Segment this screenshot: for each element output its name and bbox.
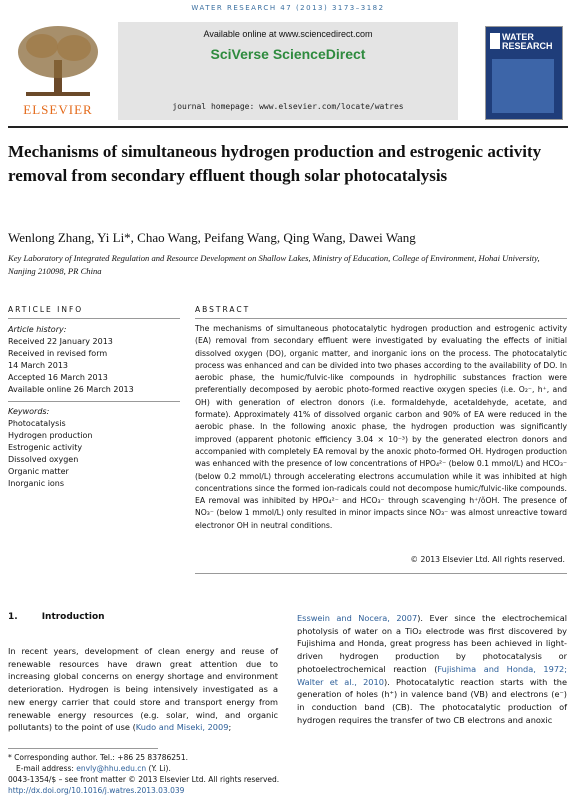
history-item: 14 March 2013: [8, 361, 69, 370]
abstract-end-divider: [195, 573, 567, 574]
footnotes: [8, 752, 408, 796]
journal-banner: [8, 22, 568, 120]
keyword-item: Hydrogen production: [8, 431, 93, 440]
iwa-logo-icon: [490, 33, 500, 49]
abstract-heading: ABSTRACT: [195, 305, 251, 314]
journal-citation: WATER RESEARCH 47 (2013) 3173–3182: [191, 4, 385, 12]
keywords: [8, 406, 178, 490]
history-item: Received 22 January 2013: [8, 337, 113, 346]
article-info-divider: [8, 318, 180, 319]
keyword-item: Inorganic ions: [8, 479, 65, 488]
sciencedirect-banner: [118, 22, 458, 120]
corresponding-author: * Corresponding author. Tel.: +86 25 83786251.: [8, 753, 188, 762]
issn-line: 0043-1354/$ – see front matter © 2013 Elsevier Ltd. All rights reserved.: [8, 775, 280, 784]
keywords-label: Keywords:: [8, 407, 50, 416]
journal-cover: [485, 26, 563, 120]
history-divider: [8, 401, 180, 402]
elsevier-tree-icon: [8, 22, 108, 102]
history-item: Accepted 16 March 2013: [8, 373, 108, 382]
elsevier-logo: [8, 22, 108, 120]
citation-link[interactable]: Kudo and Miseki, 2009: [135, 722, 229, 733]
author-list: Wenlong Zhang, Yi Li*, Chao Wang, Peifang Wang, Qing Wang, Dawei Wang: [8, 230, 416, 245]
cover-image: [492, 59, 554, 113]
header-rule: [8, 126, 568, 128]
available-online-text[interactable]: Available online at www.sciencedirect.com: [203, 29, 373, 39]
email-link[interactable]: envly@hhu.edu.cn: [76, 764, 147, 773]
email-line: E-mail address: envly@hhu.edu.cn (Y. Li).: [16, 764, 171, 773]
abstract-divider: [195, 318, 567, 319]
doi-link[interactable]: http://dx.doi.org/10.1016/j.watres.2013.03.039: [8, 786, 185, 795]
keyword-item: Photocatalysis: [8, 419, 66, 428]
journal-homepage-link[interactable]: journal homepage: www.elsevier.com/locate/watres: [172, 102, 404, 111]
cover-title: WATER RESEARCH: [502, 32, 553, 51]
citation-link[interactable]: Fujishima and Honda, 1972; Walter et al., 2010: [297, 663, 568, 687]
elsevier-wordmark: ELSEVIER: [23, 102, 93, 117]
sciverse-sciencedirect-logo[interactable]: SciVerse ScienceDirect: [210, 46, 366, 62]
keyword-item: Organic matter: [8, 467, 69, 476]
footnote-divider: [8, 748, 158, 749]
abstract-text: The mechanisms of simultaneous photocatalytic hydrogen production and estrogenic activity (EA) removal from secondary effluent were investigated by evaluating the effects of initial dissolved oxygen (DO), organic matter, and inorganic ions on the process. The photocatalytic process was enhanced and can be divided into two phases according to the availability of DO. In aerobic phase, the humic/fulvic-like compounds in hydrophilic substances fraction were preferentially decomposed by aerobic photo-formed reactive oxygen species (i.e. O₂⁻, h⁺, and OH) with generation of electron donors (i.e. formaldehyde, acetaldehyde, acetate, and formate). Approximately 41% of dissolved organic carbon and 90% of EA were reduced in the aerobic phase. In the following anoxic phase, the hydrogen production was significantly improved (apparent photonic efficiency 3.04 × 10⁻³) by the generated electron donors and accompanied with completely EA removal by the anoxic photo-formed OH. Hydrogen production was enhanced with the presence of low concentrations of HPO₄²⁻ (below 0.1 mmol/L) and HCO₃⁻ (below 0.2 mmol/L) through accelerating electrons accumulation while it was inhibited at high concentrations since the formed ion-radicals could not decompose humic/fulvic-like compounds. EA removal was inhibited by HPO₄²⁻ and HCO₃⁻ through scavenging h⁺/ŏOH. The presence of NO₃⁻ (below 1 mmol/L) only resulted in minor impacts since NO₃⁻ was almost unreactive toward electronor OH in neutral conditions.: [195, 324, 567, 530]
affiliation: Key Laboratory of Integrated Regulation and Resource Development on Shallow Lakes, Ministry of Education, College of Environment, Hohai University, Nanjing 210098, PR China: [8, 253, 540, 276]
article-title: Mechanisms of simultaneous hydrogen production and estrogenic activity removal from secondary effluent though solar photocatalysis: [8, 142, 542, 185]
history-item: Received in revised form: [8, 349, 108, 358]
intro-heading: 1. Introduction: [8, 612, 105, 622]
intro-right-column: Esswein and Nocera, 2007). Ever since the electrochemical photolysis of water on a TiO₂ electrode was first discovered by Fujishima and Honda, great progress has been achieved in light-driven hydrogen production by photocatalysis or photoelectrochemical reaction (Fujishima and Honda, 1972; Walter et al., 2010). Photocatalytic reaction starts with the generation of holes (h⁺) in valence band (VB) and electrons (e⁻) in conduction band (CB). The photocatalytic production of hydrogen requires the transfer of two CB electrons and anoxic: [297, 613, 568, 725]
keyword-item: Estrogenic activity: [8, 443, 83, 452]
article-info-heading: ARTICLE INFO: [8, 305, 84, 314]
keyword-item: Dissolved oxygen: [8, 455, 79, 464]
intro-left-column: In recent years, development of clean energy and reuse of renewable resources have drawn great attention due to increasing global concerns on energy shortage and environment deterioration. Hydrogen is being intensively investigated as a new energy carrier that could store and transport energy from renewable energy resources (e.g. solar, wind, and organic pollutants) to the point of use (Kudo and Miseki, 2009;: [8, 646, 278, 733]
history-item: Available online 26 March 2013: [8, 385, 134, 394]
history-label: Article history:: [8, 325, 67, 334]
article-history: [8, 324, 178, 396]
citation-link[interactable]: Esswein and Nocera, 2007: [297, 613, 418, 623]
abstract-copyright: © 2013 Elsevier Ltd. All rights reserved.: [410, 555, 565, 564]
